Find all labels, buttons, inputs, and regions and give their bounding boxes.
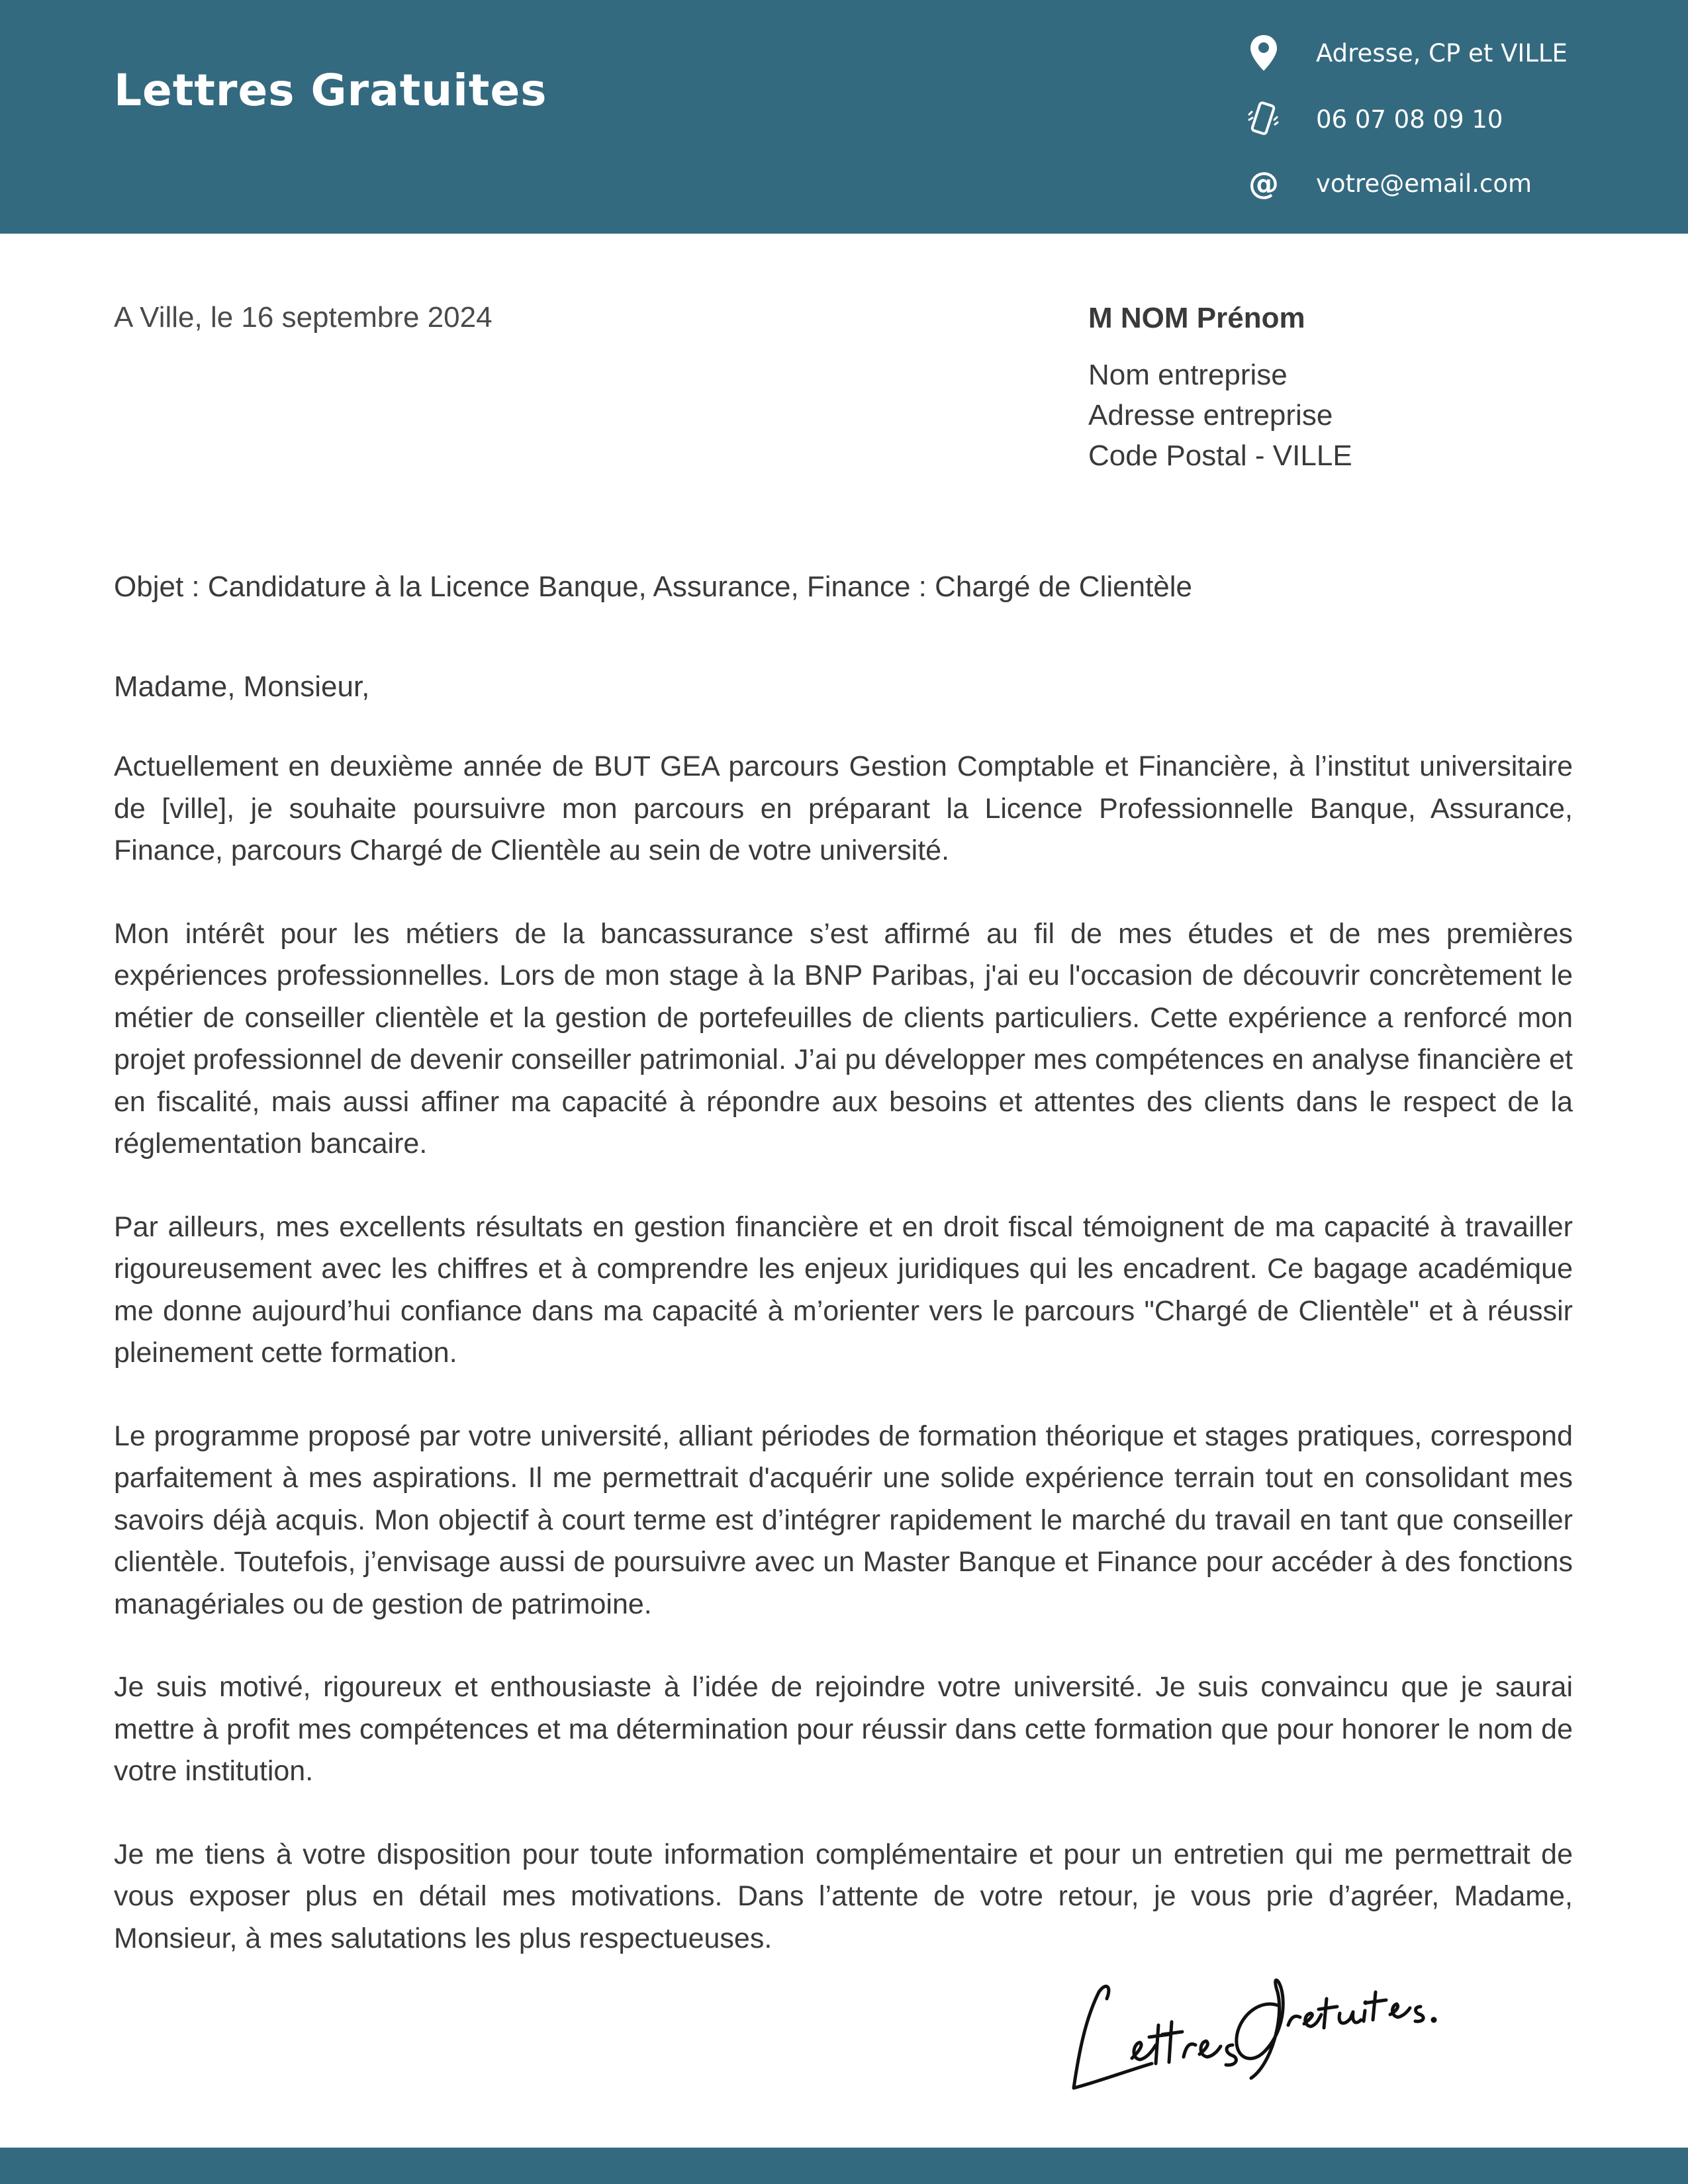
recipient-city: Code Postal - VILLE bbox=[1088, 439, 1352, 472]
paragraph: Je me tiens à votre disposition pour toute information complémentaire et pour un entretien qui me permettrait de vous exposer plus en détail mes motivations. Dans l’attente de votre retour, je vous prie d’agréer, Madame, Monsieur, à mes salutations les plus respectueuses. bbox=[114, 1838, 1573, 1954]
paragraph: Je suis motivé, rigoureux et enthousiaste à l’idée de rejoindre votre université. Je suis convaincu que je saurai mettre à profit mes compétences et ma détermination pour réussir dans cette formation que pour honorer le nom de votre institution. bbox=[114, 1671, 1573, 1787]
footer-bar bbox=[0, 2148, 1688, 2184]
paragraph: Actuellement en deuxième année de BUT GEA parcours Gestion Comptable et Financière, à l’institut universitaire de [ville], je souhaite poursuivre mon parcours en préparant la Licence Professionnelle Banque, Assurance, Finance, parcours Chargé de Clientèle au sein de votre université. bbox=[114, 751, 1573, 866]
email-text: votre@email.com bbox=[1316, 169, 1532, 198]
letter-subject: Objet : Candidature à la Licence Banque, Assurance, Finance : Chargé de Clientèle bbox=[114, 570, 1193, 603]
phone-text: 06 07 08 09 10 bbox=[1316, 105, 1503, 134]
recipient-name: M NOM Prénom bbox=[1088, 302, 1305, 334]
phone-icon bbox=[1244, 100, 1283, 138]
brand-title: Lettres Gratuites bbox=[114, 65, 547, 116]
contact-phone bbox=[1244, 99, 1503, 139]
contact-email bbox=[1244, 163, 1532, 203]
paragraph: Le programme proposé par votre université, alliant périodes de formation théorique et stages pratiques, correspond parfaitement à mes aspirations. Il me permettrait d'acquérir une solide expérience terrain tout en consolidant mes savoirs déjà acquis. Mon objectif à court terme est d’intégrer rapidement le marché du travail en tant que conseiller clientèle. Toutefois, j’envisage aussi de poursuivre avec un Master Banque et Finance pour accéder à des fonctions managériales ou de gestion de patrimoine. bbox=[114, 1420, 1573, 1620]
paragraph: Par ailleurs, mes excellents résultats en gestion financière et en droit fiscal témoignent de ma capacité à travailler rigoureusement avec les chiffres et à comprendre les enjeux juridiques qui les encadrent. Ce bagage académique me donne aujourd’hui confiance dans ma capacité à m’orienter vers le parcours "Chargé de Clientèle" et à réussir pleinement cette formation. bbox=[114, 1210, 1573, 1369]
address-text: Adresse, CP et VILLE bbox=[1316, 38, 1568, 68]
handwritten-signature bbox=[1059, 1946, 1443, 2105]
at-icon: @ bbox=[1248, 165, 1279, 201]
contact-address bbox=[1244, 33, 1568, 73]
letter-salutation: Madame, Monsieur, bbox=[114, 670, 370, 703]
recipient-company: Nom entreprise bbox=[1088, 359, 1288, 391]
location-pin-icon bbox=[1244, 34, 1283, 72]
letter-date: A Ville, le 16 septembre 2024 bbox=[114, 301, 492, 334]
letter-body bbox=[114, 746, 1573, 2001]
recipient-block bbox=[1088, 298, 1352, 476]
paragraph: Mon intérêt pour les métiers de la bancassurance s’est affirmé au fil de mes études et de mes premières expériences professionnelles. Lors de mon stage à la BNP Paribas, j'ai eu l'occasion de découvrir concrètement le métier de conseiller clientèle et la gestion de portefeuilles de clients particuliers. Cette expérience a renforcé mon projet professionnel de devenir conseiller patrimonial. J’ai pu développer mes compétences en analyse financière et en fiscalité, mais aussi affiner ma capacité à répondre aux besoins et attentes des clients dans le respect de la réglementation bancaire. bbox=[114, 917, 1573, 1160]
letter-header bbox=[0, 0, 1688, 234]
recipient-address: Adresse entreprise bbox=[1088, 399, 1333, 432]
